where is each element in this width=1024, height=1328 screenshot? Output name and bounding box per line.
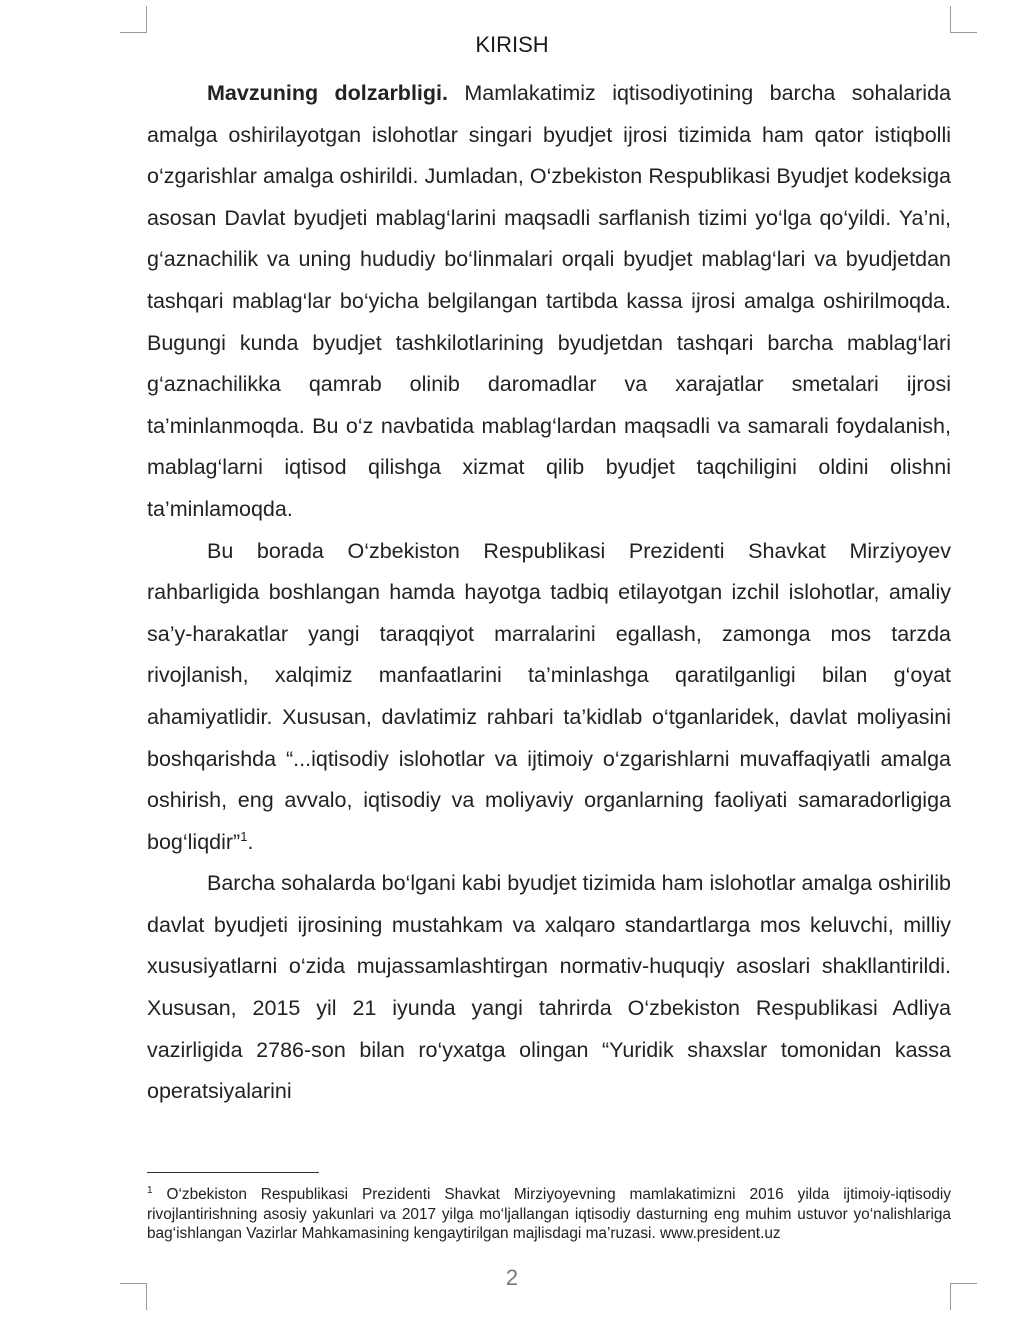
paragraph-text: Bu borada O‘zbekiston Respublikasi Prezidenti Shavkat Mirziyoyev rahbarligida boshlangan hamda hayotga tadbiq etilayotgan izchil islohotlar, amaliy sa’y-harakatlar yangi taraqqiyot marralarini egallash, zamonga mos tarzda rivojlanish, xalqimiz manfaatlarini ta’minlashga qaratilganligi bilan g‘oyat ahamiyatlidir. Xususan, davlatimiz rahbari ta’kidlab o‘tganlaridek, davlat moliyasini boshqarishda “...iqtisodiy islohotlar va ijtimoiy o‘zgarishlarni muvaffaqiyatli amalga oshirish, eng avvalo, iqtisodiy va moliyaviy organlarning faoliyati samaradorligiga bog‘liqdir” [147, 538, 951, 854]
paragraph-2 [147, 531, 951, 864]
paragraph-tail: . [247, 829, 254, 854]
paragraph-3 [147, 863, 951, 1113]
body-text [147, 73, 951, 1113]
paragraph-lead: Mavzuning dolzarbligi. [207, 81, 448, 105]
footnote-separator [147, 1172, 319, 1173]
paragraph-text: Barcha sohalarda bo‘lgani kabi byudjet tizimida ham islohotlar amalga oshirilib davlat byudjeti ijrosining mustahkam va xalqaro standartlarga mos keluvchi, milliy xususiyatlarni o‘zida mujassamlashtirgan normativ-huquqiy asoslari shakllantirildi. Xususan, 2015 yil 21 iyunda yangi tahrirda O‘zbekiston Respublikasi Adliya vazirligida 2786-son bilan ro‘yxatga olingan “Yuridik shaxslar tomonidan kassa operatsiyalarini [147, 871, 951, 1104]
section-title: KIRISH [475, 32, 549, 57]
crop-mark-top-left [120, 6, 147, 33]
paragraph-text: Mamlakatimiz iqtisodiyotining barcha sohalarida amalga oshirilayotgan islohotlar singari byudjet ijrosi tizimida ham qator istiqbolli o‘zgarishlar amalga oshirildi. Jumladan, O‘zbekiston Respublikasi Byudjet kodeksiga asosan Davlat byudjeti mablag‘larini maqsadli sarflanish tizimi yo‘lga qo‘yildi. Ya’ni, g‘aznachilik va uning hududiy bo‘linmalari orqali byudjet mablag‘lari va byudjetdan tashqari mablag‘lar bo‘yicha belgilangan tartibda kassa ijrosi amalga oshirilmoqda. Bugungi kunda byudjet tashkilotlarining byudjetdan tashqari barcha mablag‘lari g‘aznachilikka qamrab olinib daromadlar va xarajatlar smetalari ijrosi ta’minlanmoqda. Bu o‘z navbatida mablag‘lardan maqsadli va samarali foydalanish, mablag‘larni iqtisod qilishga xizmat qilib byudjet taqchiligini oldini olishni ta’minlamoqda. [147, 81, 951, 521]
footnote-text: O‘zbekiston Respublikasi Prezidenti Shavkat Mirziyoyevning mamlakatimizni 2016 yilda ijtimoiy-iqtisodiy rivojlantirishning asosiy yakunlari va 2017 yilga mo‘ljallangan iqtisodiy dasturning eng muhim ustuvor yo‘nalishlariga bag‘ishlangan Vazirlar Mahkamasining kengaytirilgan majlisdagi ma’ruzasi. www.president.uz [147, 1186, 951, 1242]
footnote-mark: 1 [147, 1184, 153, 1196]
crop-mark-top-right [950, 6, 977, 33]
paragraph-1 [147, 73, 951, 531]
page-number: 2 [505, 1265, 519, 1290]
footnote [147, 1185, 951, 1244]
footnote-reference[interactable]: 1 [240, 828, 248, 844]
